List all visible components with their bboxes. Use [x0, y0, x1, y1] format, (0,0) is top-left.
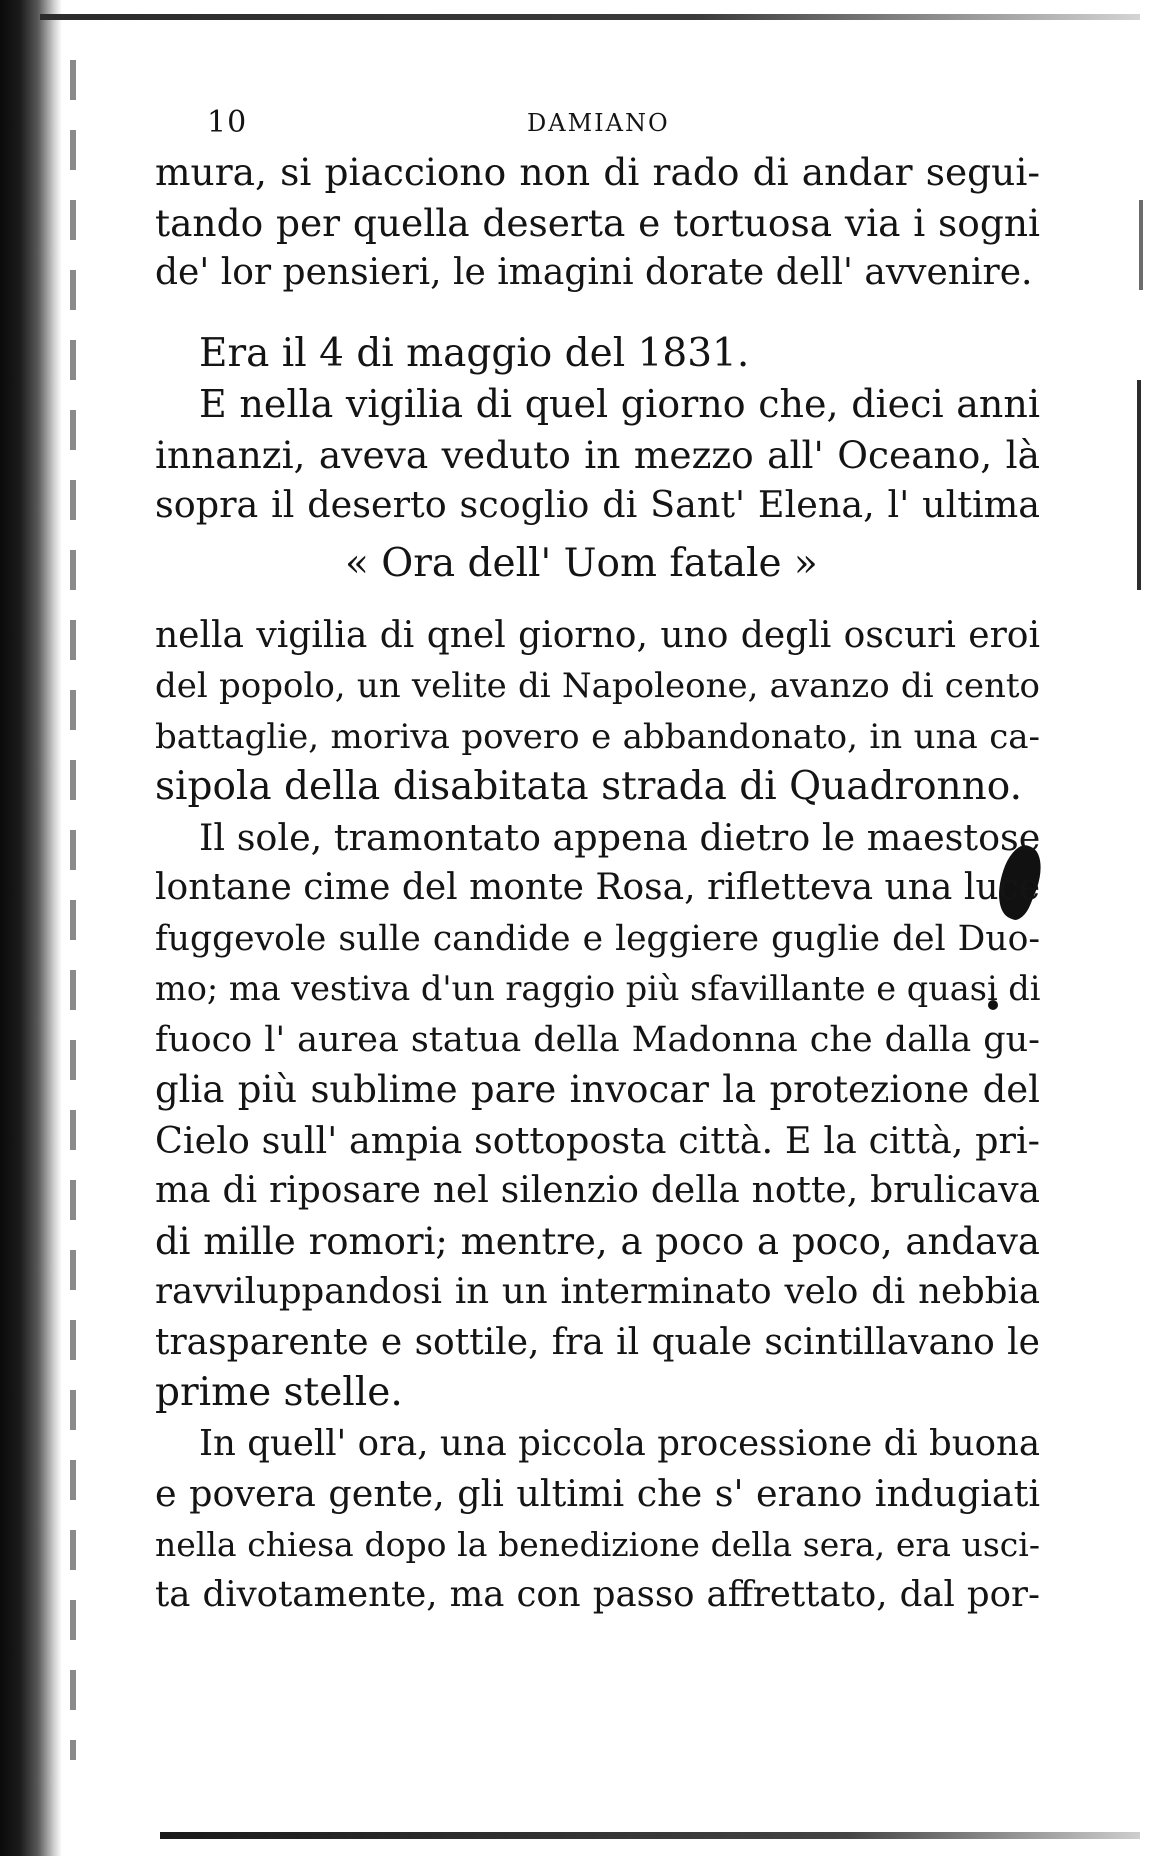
text-line: nella chiesa dopo la benedizione della sera, era usci- — [155, 1524, 1040, 1564]
quoted-verse: « Ora dell' Uom fatale » — [345, 540, 818, 586]
text-line: mura, si piacciono non di rado di andar segui- — [155, 150, 1040, 194]
bottom-page-edge — [160, 1832, 1140, 1839]
text-line: battaglie, moriva povero e abbandonato, in una ca- — [155, 716, 1040, 757]
top-page-edge — [40, 14, 1140, 20]
text-line: In quell' ora, una piccola processione di buona — [199, 1422, 1040, 1464]
page-number: 10 — [207, 105, 248, 140]
paragraph-gap — [155, 299, 1040, 329]
text-line: prime stelle. — [155, 1370, 403, 1415]
text-line: del popolo, un velite di Napoleone, avanzo di cento — [155, 666, 1040, 706]
text-line: glia più sublime pare invocar la protezione del — [155, 1068, 1040, 1111]
text-line: nella vigilia di qnel giorno, uno degli oscuri eroi — [155, 614, 1040, 656]
text-line: e povera gente, gli ultimi che s' erano indugiati — [155, 1472, 1040, 1515]
text-line: ma di riposare nel silenzio della notte, brulicava — [155, 1170, 1040, 1211]
text-line: de' lor pensieri, le imagini dorate dell' avvenire. — [155, 252, 1033, 293]
text-line: trasparente e sottile, fra il quale scintillavano le — [155, 1321, 1040, 1363]
text-line: ta divotamente, ma con passo affrettato, dal por- — [155, 1574, 1040, 1615]
text-line: Era il 4 di maggio del 1831. — [199, 330, 750, 376]
text-line: innanzi, aveva veduto in mezzo all' Oceano, là — [155, 432, 1040, 477]
text-line: fuggevole sulle candide e leggiere guglie del Duo- — [155, 918, 1040, 959]
text-line: Cielo sull' ampia sottoposta città. E la città, pri- — [155, 1118, 1040, 1162]
text-line: mo; ma vestiva d'un raggio più sfavillante e quasi di — [155, 969, 1041, 1008]
text-line: E nella vigilia di quel giorno che, dieci anni — [199, 382, 1040, 426]
text-line: lontane cime del monte Rosa, rifletteva una luce — [155, 867, 1040, 908]
text-line: di mille romori; mentre, a poco a poco, andava — [155, 1219, 1040, 1263]
text-line: tando per quella deserta e tortuosa via i sogni — [155, 200, 1040, 245]
right-page-edge-mark — [1139, 200, 1143, 290]
text-line: sopra il deserto scoglio di Sant' Elena, l' ultima — [155, 483, 1040, 526]
scan-binding-stripe — [70, 60, 76, 1760]
text-line: Il sole, tramontato appena dietro le maestose — [199, 815, 1041, 859]
text-line: fuoco l' aurea statua della Madonna che dalla gu- — [155, 1019, 1040, 1060]
book-page — [155, 95, 1040, 1621]
text-line: ravviluppandosi in un interminato velo di nebbia — [155, 1271, 1040, 1312]
scan-binding-shadow — [0, 0, 62, 1856]
running-head — [155, 95, 1040, 147]
running-title: DAMIANO — [527, 109, 670, 137]
right-page-edge-mark — [1137, 380, 1141, 590]
text-line: sipola della disabitata strada di Quadronno. — [155, 764, 1022, 809]
